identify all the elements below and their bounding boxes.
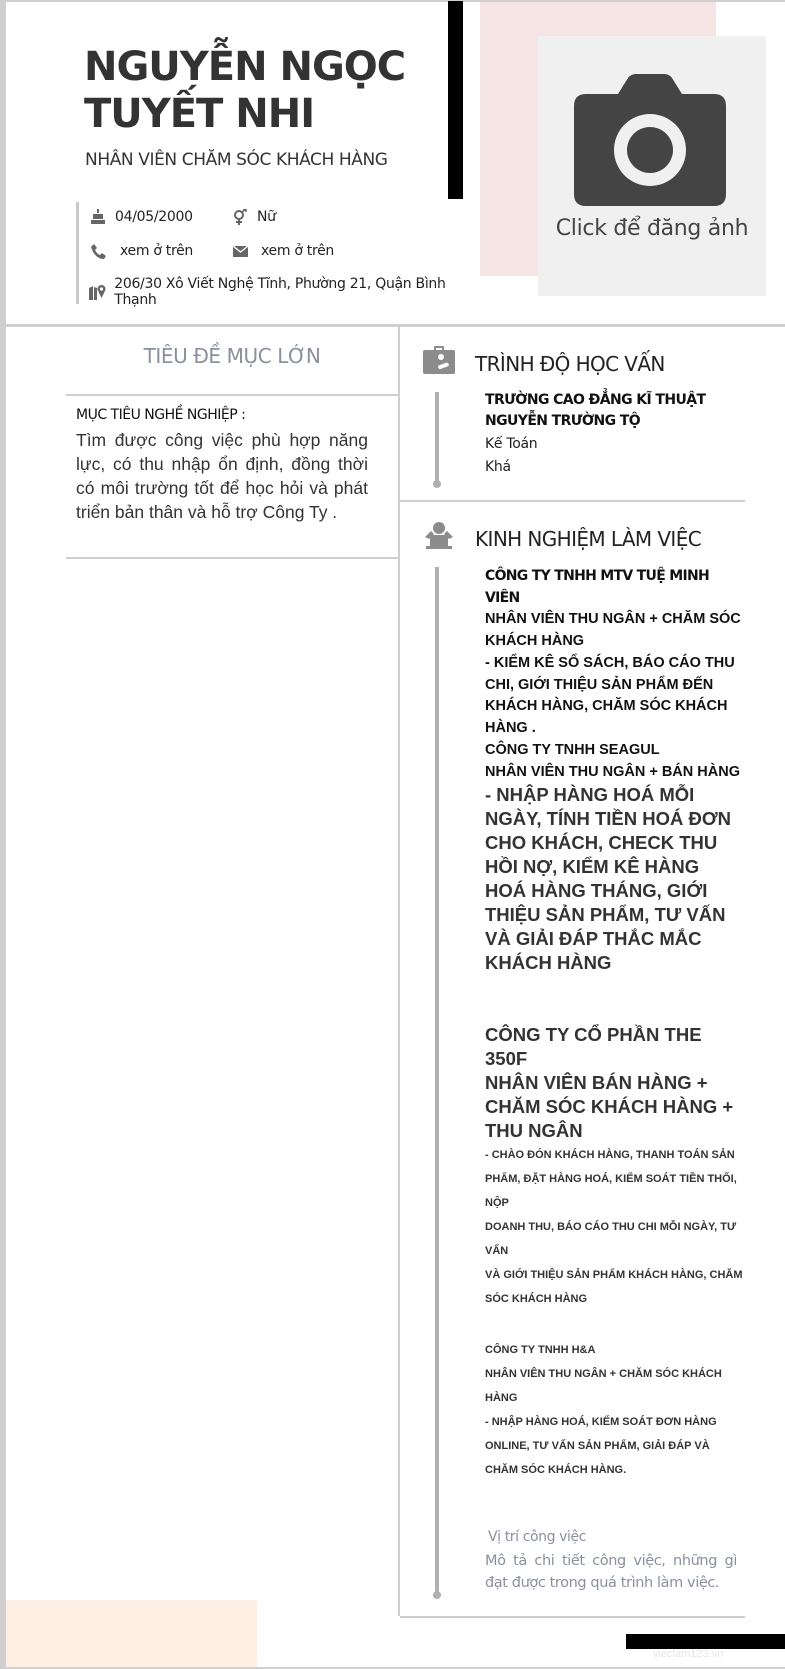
company-name-line-1: CÔNG TY CỔ PHẦN THE [485,1024,702,1045]
education-divider [400,500,745,502]
contact-info [76,202,476,308]
job-description-line-3: VÀ GIỚI THIỆU SẢN PHẨM KHÁCH HÀNG, CHĂM SÓC KHÁCH HÀNG [485,1269,743,1305]
section-heading-placeholder[interactable]: TIÊU ĐỀ MỤC LỚN [143,344,321,368]
job-description: - KIỂM KÊ SỔ SÁCH, BÁO CÁO THU CHI, GIỚI THIỆU SẢN PHẨM ĐẾN KHÁCH HÀNG, CHĂM SÓC KHÁCH HÀNG . [485,654,735,736]
header-divider [6,324,785,327]
job-position-placeholder[interactable]: Vị trí công việc [488,1529,587,1545]
experience-divider [400,1616,745,1618]
email-field[interactable]: xem ở trên [231,242,334,260]
briefcase-icon [423,346,457,376]
candidate-name[interactable] [84,44,424,138]
phone-icon [89,242,107,260]
job-title[interactable]: NHÂN VIÊN CHĂM SÓC KHÁCH HÀNG [85,150,388,170]
experience-timeline-dot [433,1591,441,1599]
watermark: vieclam123.vn [653,1648,724,1660]
education-title[interactable]: TRÌNH ĐỘ HỌC VẤN [475,352,665,376]
page-left-edge [0,0,6,1669]
experience-item-3[interactable] [485,1023,745,1311]
experience-item-2[interactable] [485,740,745,975]
name-line-1: NGUYỄN NGỌC [84,44,406,90]
job-description-line-2: DOANH THU, BÁO CÁO THU CHI MỖI NGÀY, TƯ VẤN [485,1221,737,1257]
job-position: NHÂN VIÊN THU NGÂN + CHĂM SÓC KHÁCH HÀNG [485,1368,722,1404]
camera-icon [574,74,726,206]
education-timeline-dot [433,480,441,488]
column-divider [398,326,400,1616]
experience-item-4[interactable] [485,1338,745,1482]
envelope-icon [231,242,249,260]
career-objective-label[interactable]: MỤC TIÊU NGHỀ NGHIỆP : [76,407,246,423]
decorative-black-footer-bar [626,1634,785,1649]
education-timeline [435,392,439,484]
company-name-line-2: 350F [485,1048,528,1069]
company-name: CÔNG TY TNHH MTV TUỆ MINH VIÊN [485,568,710,606]
job-position: NHÂN VIÊN BÁN HÀNG + CHĂM SÓC KHÁCH HÀNG + THU NGÂN [485,1072,734,1141]
job-description-line-1: - CHÀO ĐÓN KHÁCH HÀNG, THANH TOÁN SẢN PHẨM, ĐẶT HÀNG HOÁ, KIỂM SOÁT TIỀN THỐI, NỘP [485,1149,737,1209]
company-name: CÔNG TY TNHH SEAGUL [485,742,660,758]
experience-item-1[interactable] [485,566,745,740]
job-description: - NHẬP HÀNG HOÁ MỖI NGÀY, TÍNH TIỀN HOÁ ĐƠN CHO KHÁCH, CHECK THU HỒI NỢ, KIỂM KÊ HÀNG HOÁ HÀNG THÁNG, GIỚI THIỆU SẢN PHẨM, TƯ VẤN VÀ GIẢI ĐÁP THẮC MẮC KHÁCH HÀNG [485,784,732,974]
education-grade[interactable]: Khá [485,459,511,475]
upload-photo-label: Click để đăng ảnh [555,216,749,241]
education-school[interactable]: TRƯỜNG CAO ĐẲNG KĨ THUẬT NGUYỄN TRƯỜNG TỘ [485,392,706,429]
upload-photo-button[interactable] [538,36,766,296]
job-position: NHÂN VIÊN THU NGÂN + BÁN HÀNG [485,763,740,780]
career-objective-text[interactable]: Tìm được công việc phù hợp năng lực, có thu nhập ổn định, đồng thời có môi trường tốt để học hỏi và phát triển bản thân và hỗ trợ Công Ty . [76,430,368,522]
gender-icon [231,208,249,226]
address-field[interactable]: 206/30 Xô Viết Nghệ Tĩnh, Phường 21, Quận Bình Thạnh [89,276,476,308]
phone-field[interactable]: xem ở trên [89,242,193,260]
experience-timeline [435,567,439,1595]
decorative-peach-block [6,1600,257,1667]
company-name: CÔNG TY TNHH H&A [485,1344,596,1356]
map-marker-icon [89,283,106,301]
birthday-cake-icon [89,208,107,226]
left-divider-bottom [66,557,398,559]
job-position: NHÂN VIÊN THU NGÂN + CHĂM SÓC KHÁCH HÀNG [485,611,741,650]
education-major[interactable]: Kế Toán [485,436,538,452]
job-description: - NHẬP HÀNG HOÁ, KIỂM SOÁT ĐƠN HÀNG ONLINE, TƯ VẤN SẢN PHẨM, GIẢI ĐÁP VÀ CHĂM SÓC KHÁCH HÀNG. [485,1416,717,1476]
gender-field[interactable]: Nữ [231,208,276,226]
left-divider-top [66,394,398,396]
birthday-field[interactable]: 04/05/2000 [89,208,193,226]
name-line-2: TUYẾT NHI [84,91,315,137]
job-description-placeholder[interactable]: Mô tả chi tiết công việc, những gì đạt được trong quá trình làm việc. [485,1553,737,1591]
experience-title[interactable]: KINH NGHIỆM LÀM VIỆC [475,527,702,551]
decorative-black-bar [448,1,463,199]
user-laptop-icon [423,521,457,551]
